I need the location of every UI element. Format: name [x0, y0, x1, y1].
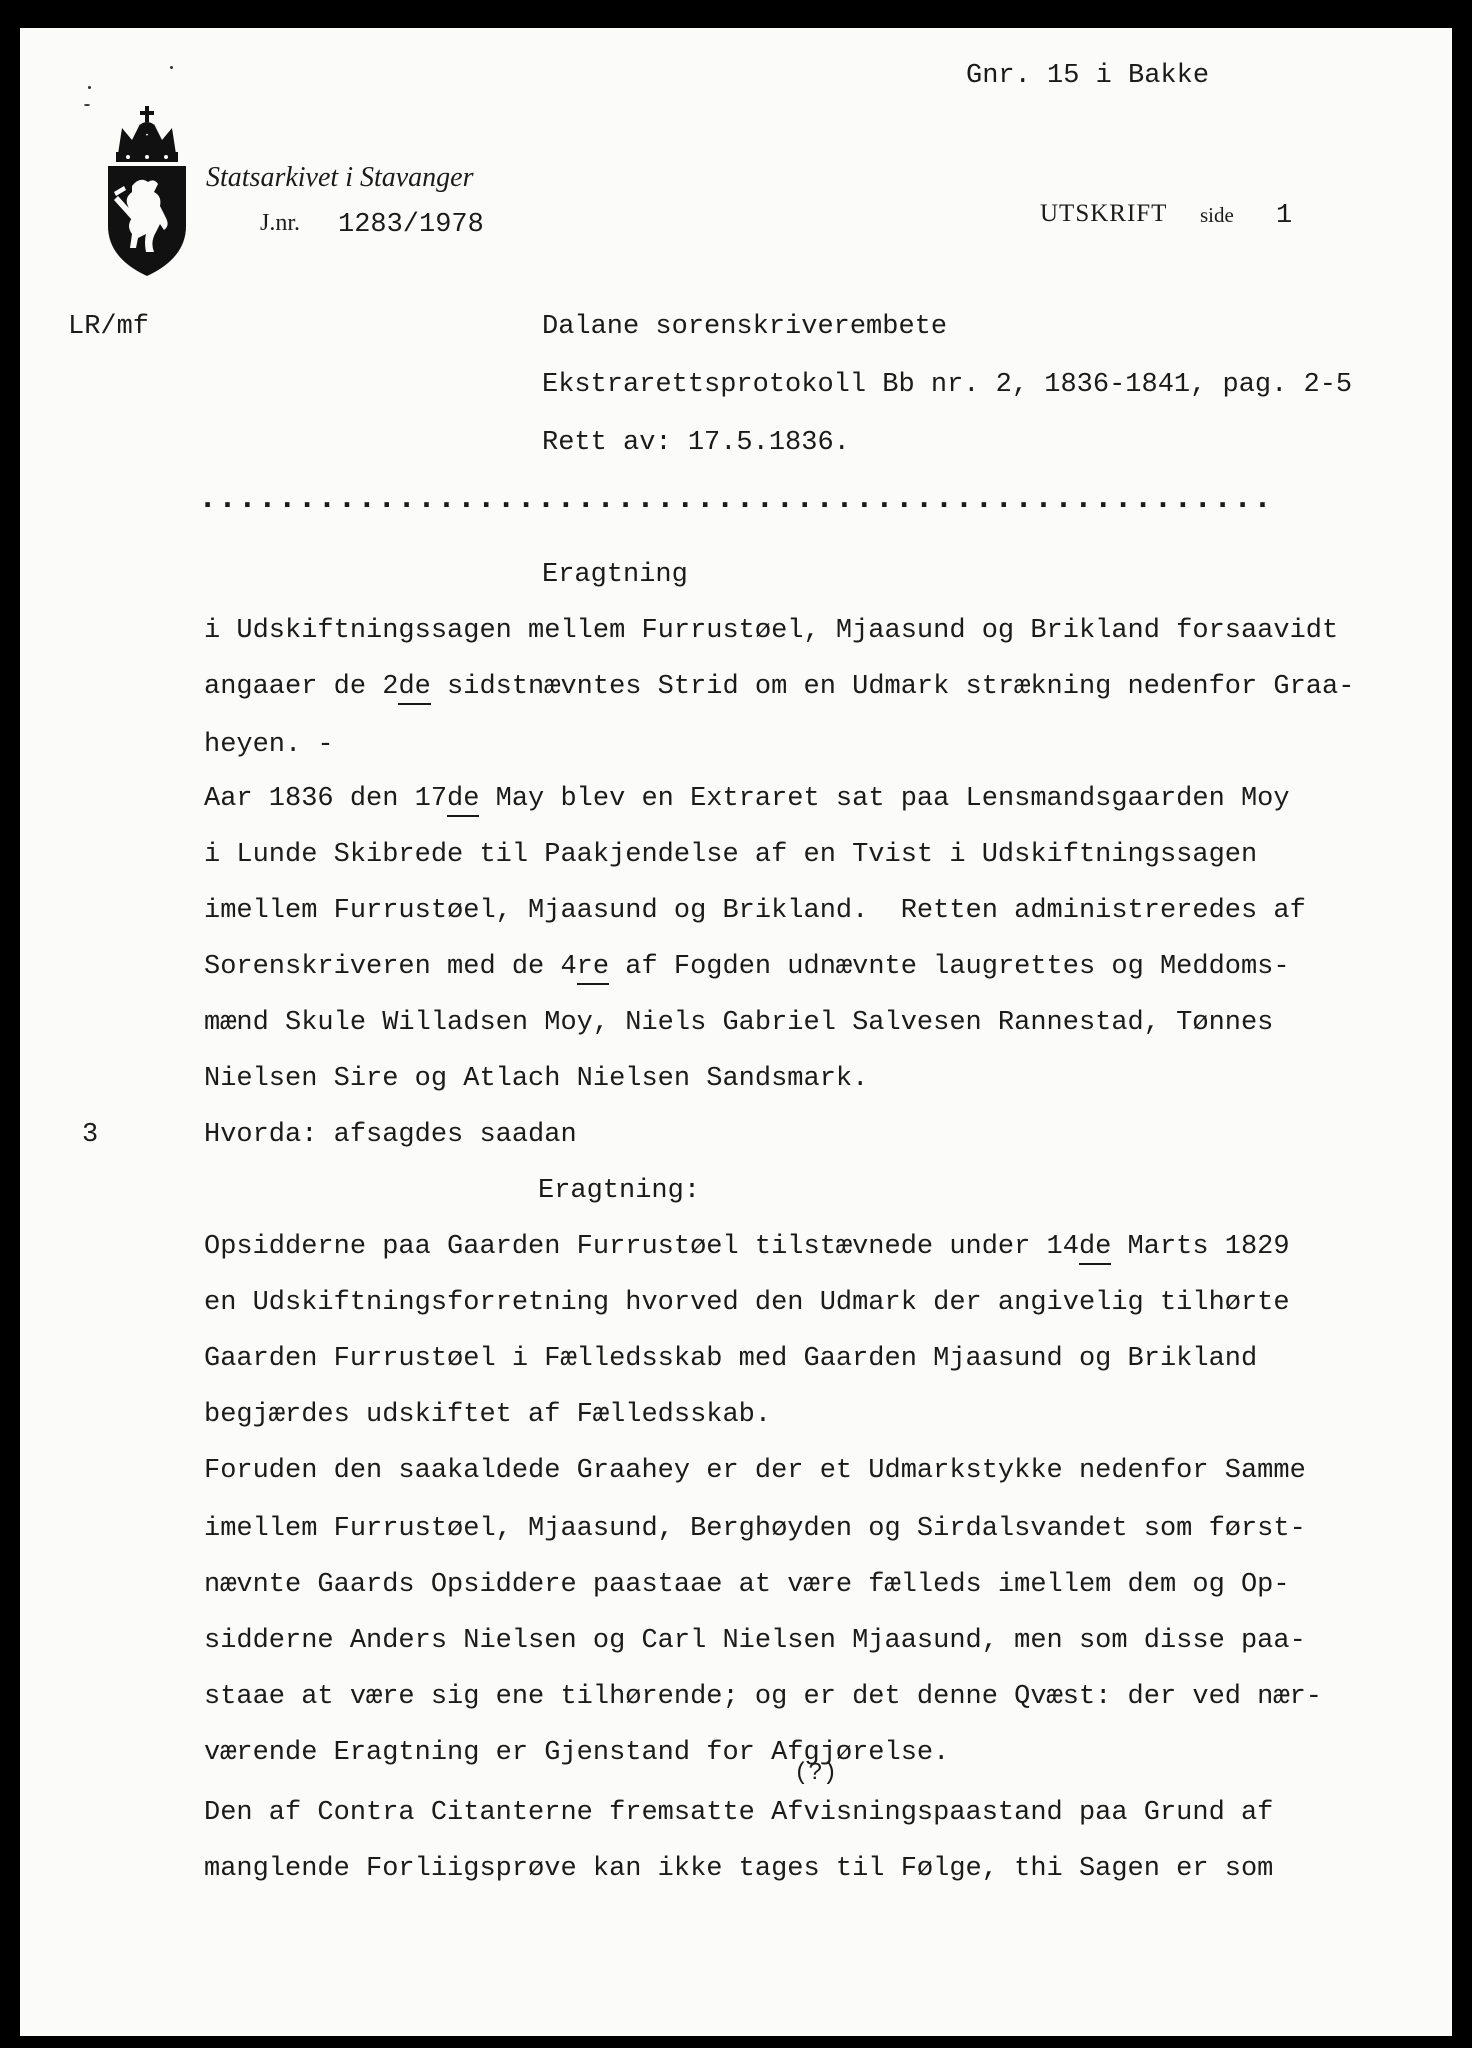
- underlined-suffix: re: [577, 952, 609, 985]
- source-protocol: Ekstrarettsprotokoll Bb nr. 2, 1836-1841, pag. 2-5: [542, 370, 1353, 400]
- text-line: [204, 1626, 1306, 1656]
- text-segment: imellem Furrustøel, Mjaasund og Brikland. Retten administreredes af: [204, 896, 1306, 926]
- text-segment: Opsidderne paa Gaarden Furrustøel tilstævnede under 14: [204, 1232, 1079, 1262]
- text-line: [204, 896, 1306, 926]
- speck: [88, 86, 91, 89]
- text-line: [204, 1120, 577, 1150]
- text-line: [204, 840, 1257, 870]
- text-segment: mænd Skule Willadsen Moy, Niels Gabriel Salvesen Rannestad, Tønnes: [204, 1008, 1274, 1038]
- text-segment: Eragtning:: [538, 1176, 701, 1206]
- uncertain-mark: (?): [794, 1760, 838, 1787]
- text-line: [204, 1738, 949, 1768]
- document-page: [20, 28, 1452, 2036]
- text-line: [204, 1008, 1273, 1038]
- text-segment: sidstnævntes Strid om en Udmark strækning nedenfor Graa-: [430, 672, 1355, 702]
- text-segment: Foruden den saakaldede Graahey er der et Udmarkstykke nedenfor Samme: [204, 1456, 1306, 1486]
- page-number: 1: [1276, 201, 1293, 231]
- text-line: [204, 1514, 1306, 1544]
- speck: [170, 66, 173, 69]
- text-segment: angaaer de 2: [204, 672, 399, 702]
- text-line: [204, 672, 1354, 702]
- text-segment: Gaarden Furrustøel i Fælledsskab med Gaarden Mjaasund og Brikland: [204, 1344, 1258, 1374]
- jnr-label: J.nr.: [260, 210, 301, 236]
- text-segment: i Udskiftningssagen mellem Furrustøel, Mjaasund og Brikland forsaavidt: [204, 616, 1339, 646]
- jnr-value: 1283/1978: [338, 210, 484, 240]
- text-line: [204, 1456, 1306, 1486]
- text-segment: manglende Forliigsprøve kan ikke tages til Følge, thi Sagen er som: [204, 1854, 1274, 1884]
- underlined-suffix: de: [447, 784, 479, 817]
- text-line: [204, 1798, 1273, 1828]
- text-segment: nævnte Gaards Opsiddere paastaae at være fælleds imellem dem og Op-: [204, 1570, 1290, 1600]
- text-line: [204, 1344, 1257, 1374]
- text-line: [204, 1288, 1290, 1318]
- margin-note: 3: [82, 1120, 99, 1150]
- text-segment: en Udskiftningsforretning hvorved den Udmark der angivelig tilhørte: [204, 1288, 1290, 1318]
- text-line: [204, 1232, 1290, 1262]
- text-line: [204, 616, 1338, 646]
- text-line: [204, 1570, 1290, 1600]
- text-line: [204, 784, 1290, 814]
- source-office: Dalane sorenskriverembete: [542, 312, 948, 342]
- text-line: [204, 1854, 1273, 1884]
- text-segment: Aar 1836 den 17: [204, 784, 448, 814]
- section-heading: [538, 1176, 700, 1206]
- text-segment: Hvorda: afsagdes saadan: [204, 1120, 577, 1150]
- utskrift-label: UTSKRIFT: [1040, 200, 1168, 227]
- underlined-suffix: de: [1079, 1232, 1111, 1265]
- text-segment: i Lunde Skibrede til Paakjendelse af en Tvist i Udskiftningssagen: [204, 840, 1258, 870]
- text-segment: Nielsen Sire og Atlach Nielsen Sandsmark.: [204, 1064, 869, 1094]
- text-segment: Eragtning: [542, 560, 688, 590]
- text-segment: staae at være sig ene tilhørende; og er det denne Qvæst: der ved nær-: [204, 1682, 1322, 1712]
- dotted-separator: ......................................................: [198, 480, 1273, 517]
- text-segment: sidderne Anders Nielsen og Carl Nielsen Mjaasund, men som disse paa-: [204, 1626, 1306, 1656]
- text-segment: Marts 1829: [1111, 1232, 1290, 1262]
- text-segment: værende Eragtning er Gjenstand for Afgjørelse.: [204, 1738, 950, 1768]
- court-date: Rett av: 17.5.1836.: [542, 428, 850, 458]
- coat-of-arms-icon: [88, 106, 208, 278]
- section-heading: [542, 560, 688, 590]
- text-segment: af Fogden udnævnte laugrettes og Meddoms-: [609, 952, 1290, 982]
- text-segment: imellem Furrustøel, Mjaasund, Berghøyden og Sirdalsvandet som først-: [204, 1514, 1306, 1544]
- side-label: side: [1200, 203, 1234, 227]
- text-line: [204, 952, 1290, 982]
- text-line: [204, 730, 334, 760]
- text-line: [204, 1682, 1322, 1712]
- text-segment: heyen. -: [204, 730, 334, 760]
- archive-name: Statsarkivet i Stavanger: [206, 162, 474, 193]
- initials: LR/mf: [68, 312, 150, 342]
- text-segment: begjærdes udskiftet af Fælledsskab.: [204, 1400, 772, 1430]
- text-segment: Sorenskriveren med de 4: [204, 952, 577, 982]
- text-line: [204, 1064, 868, 1094]
- underlined-suffix: de: [398, 672, 430, 705]
- farm-number: Gnr. 15 i Bakke: [966, 61, 1210, 91]
- text-segment: May blev en Extraret sat paa Lensmandsgaarden Moy: [479, 784, 1290, 814]
- text-segment: Den af Contra Citanterne fremsatte Afvisningspaastand paa Grund af: [204, 1798, 1274, 1828]
- text-line: [204, 1400, 771, 1430]
